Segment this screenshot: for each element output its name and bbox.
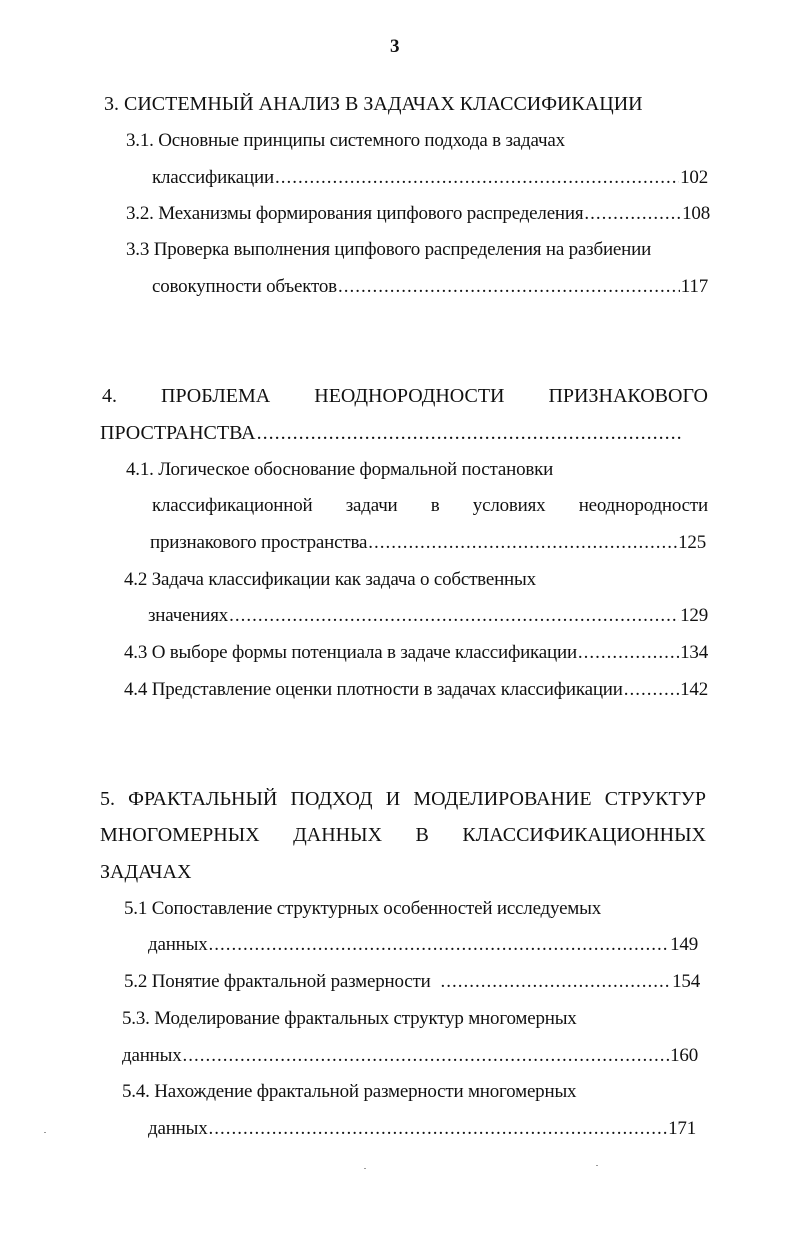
heading-word: И: [385, 788, 401, 810]
toc-item-3-1-title: классификации: [152, 167, 274, 188]
toc-item-5-3-page: 160: [670, 1045, 698, 1066]
section-5-heading-line2: [100, 823, 706, 847]
toc-item-4-1-line1: 4.1. Логическое обоснование формальной постановки: [126, 459, 554, 480]
toc-item-4-2-page: 129: [680, 605, 708, 626]
scan-speck: [364, 1168, 366, 1169]
leader-dots: [209, 933, 670, 957]
toc-item-3-3-line1: 3.3 Проверка выполнения ципфового распределения на разбиении: [126, 239, 652, 260]
toc-item-4-3-page: 134: [680, 642, 708, 663]
toc-item-5-4-title: данных: [148, 1118, 208, 1139]
heading-word: ПРИЗНАКОВОГО: [548, 385, 708, 407]
section-5-heading-line3: ЗАДАЧАХ: [100, 861, 192, 883]
toc-item-5-3-title: данных: [122, 1045, 182, 1066]
leader-dots: [275, 166, 679, 190]
leader-dots: [441, 970, 672, 994]
toc-item-4-2-title: значениях: [148, 605, 229, 626]
toc-item-4-1-page: 125: [678, 532, 706, 553]
leader-dots: [183, 1044, 670, 1068]
section-4-heading-title: ПРОСТРАНСТВА: [100, 422, 256, 444]
heading-word: ПОДХОД: [290, 788, 373, 810]
heading-word: ДАННЫХ: [293, 824, 383, 846]
leader-dots: [584, 202, 681, 226]
toc-item-4-2-line1: 4.2 Задача классификации как задача о собственных: [124, 569, 536, 590]
word: в: [430, 495, 440, 516]
toc-item-3-3-title: совокупности объектов: [152, 276, 337, 297]
leader-dots: [578, 641, 679, 665]
toc-item-4-4-page: 142: [680, 679, 708, 700]
word: неоднородности: [578, 495, 708, 516]
toc-item-5-2-page: 154: [672, 971, 700, 992]
toc-item-3-1-line2: [152, 166, 708, 190]
heading-word: МНОГОМЕРНЫХ: [100, 824, 260, 846]
toc-item-4-1-title: признакового пространства: [150, 532, 368, 553]
toc-item-5-1-title: данных: [148, 934, 208, 955]
leader-dots: [368, 531, 677, 555]
toc-item-3-1-line1: 3.1. Основные принципы системного подхода в задачах: [126, 130, 565, 151]
toc-item-5-4-line2: [148, 1117, 696, 1141]
section-3-heading: 3. СИСТЕМНЫЙ АНАЛИЗ В ЗАДАЧАХ КЛАССИФИКАЦИИ: [104, 93, 643, 115]
toc-item-5-1-line1: 5.1 Сопоставление структурных особенностей исследуемых: [124, 898, 601, 919]
toc-item-5-2: [124, 970, 700, 994]
toc-item-4-4: [124, 678, 708, 702]
toc-item-5-2-title: 5.2 Понятие фрактальной размерности: [124, 971, 431, 992]
leader-dots: [229, 604, 679, 628]
toc-item-5-4-page: 171: [668, 1118, 696, 1139]
section-4-heading-line1: [102, 384, 708, 408]
toc-item-3-2-page: 108: [682, 203, 710, 224]
toc-item-4-3: [124, 641, 708, 665]
heading-word: МОДЕЛИРОВАНИЕ: [413, 788, 592, 810]
toc-item-4-2-line2: [148, 604, 708, 628]
heading-word: ПРОБЛЕМА: [161, 385, 271, 407]
toc-item-4-4-title: 4.4 Представление оценки плотности в задачах классификации: [124, 679, 623, 700]
scan-speck: [44, 1132, 46, 1133]
toc-item-5-1-page: 149: [670, 934, 698, 955]
toc-item-5-3-line1: 5.3. Моделирование фрактальных структур многомерных: [122, 1008, 577, 1029]
word: классификационной: [152, 495, 313, 516]
toc-item-3-2: [126, 202, 710, 226]
toc-item-3-2-title: 3.2. Механизмы формирования ципфового распределения: [126, 203, 584, 224]
heading-word: 5.: [100, 788, 115, 810]
heading-word: В: [415, 824, 429, 846]
toc-item-3-3-page: 117: [680, 276, 708, 297]
heading-word: КЛАССИФИКАЦИОННЫХ: [462, 824, 706, 846]
section-5-heading-line1: [100, 787, 706, 811]
toc-item-4-1-line2: [152, 494, 708, 518]
word: условиях: [472, 495, 546, 516]
toc-item-4-1-line3: [150, 531, 706, 555]
leader-dots: [209, 1117, 668, 1141]
heading-word: НЕОДНОРОДНОСТИ: [314, 385, 505, 407]
page-number: 3: [390, 36, 400, 57]
leader-dots: [624, 678, 679, 702]
toc-item-3-3-line2: [152, 275, 708, 299]
heading-word: 4.: [102, 385, 117, 407]
heading-word: СТРУКТУР: [604, 788, 706, 810]
toc-item-3-1-page: 102: [680, 167, 708, 188]
word: задачи: [345, 495, 398, 516]
toc-item-5-3-line2: [122, 1044, 698, 1068]
heading-word: ФРАКТАЛЬНЫЙ: [128, 788, 278, 810]
scan-speck: [596, 1165, 598, 1166]
leader-dots: [257, 421, 683, 445]
toc-item-5-1-line2: [148, 933, 698, 957]
toc-item-4-3-title: 4.3 О выборе формы потенциала в задаче классификации: [124, 642, 577, 663]
section-4-heading-line2: [100, 421, 684, 445]
leader-dots: [338, 275, 680, 299]
toc-item-5-4-line1: 5.4. Нахождение фрактальной размерности многомерных: [122, 1081, 577, 1102]
